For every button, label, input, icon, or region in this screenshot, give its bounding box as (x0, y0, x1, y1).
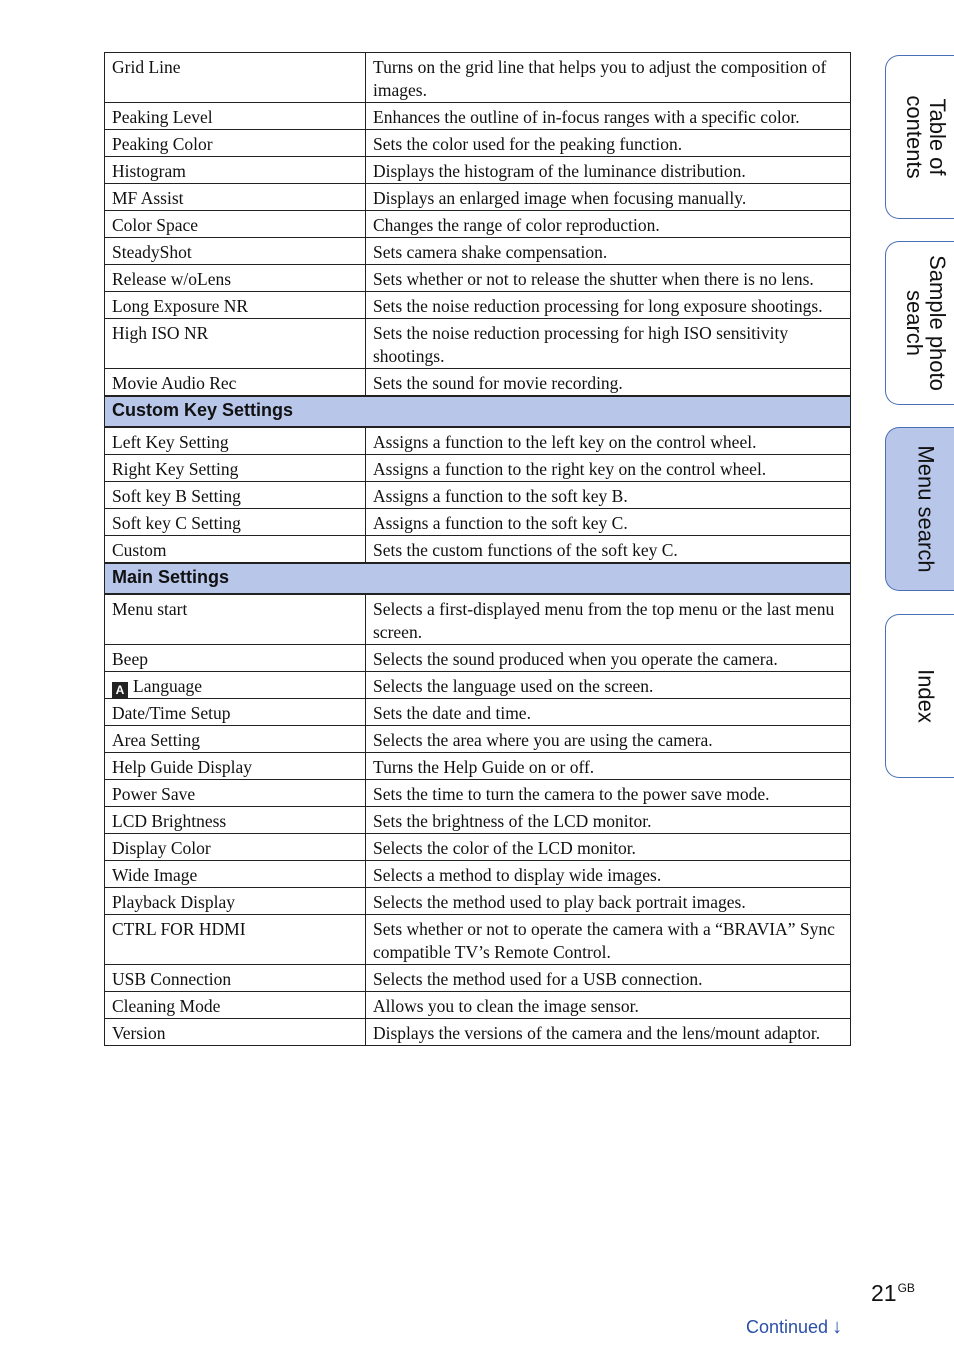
tab-label: Sample photo search (901, 255, 950, 391)
table-row (105, 482, 851, 509)
language-icon: A (112, 682, 128, 698)
table-row (105, 157, 851, 184)
tab-label: Menu search (913, 445, 938, 573)
setting-description: Sets the date and time. (366, 699, 851, 726)
table-row (105, 807, 851, 834)
table-row (105, 888, 851, 915)
table-row (105, 834, 851, 861)
setting-name (105, 184, 366, 211)
page-number-value: 21 (871, 1280, 897, 1306)
setting-name-text: Long Exposure NR (112, 296, 249, 316)
setting-name-text: Playback Display (112, 892, 235, 912)
setting-name (105, 861, 366, 888)
table-row (105, 780, 851, 807)
setting-name (105, 594, 366, 645)
setting-name-text: Soft key B Setting (112, 486, 241, 506)
setting-name (105, 992, 366, 1019)
setting-description: Sets the custom functions of the soft key C. (366, 536, 851, 564)
setting-name (105, 834, 366, 861)
setting-description: Assigns a function to the right key on the control wheel. (366, 455, 851, 482)
page-number (871, 1280, 915, 1307)
tab-label: Index (913, 669, 938, 723)
table-row (105, 536, 851, 564)
setting-name-text: Movie Audio Rec (112, 373, 237, 393)
settings-table (104, 52, 851, 1046)
setting-name (105, 915, 366, 965)
setting-name (105, 211, 366, 238)
setting-description: Selects the sound produced when you operate the camera. (366, 645, 851, 672)
table-row (105, 1019, 851, 1046)
setting-description: Turns the Help Guide on or off. (366, 753, 851, 780)
table-row (105, 965, 851, 992)
table-row (105, 455, 851, 482)
setting-name-text: Left Key Setting (112, 432, 229, 452)
setting-name (105, 292, 366, 319)
setting-description: Selects the method used for a USB connection. (366, 965, 851, 992)
setting-name-text: Peaking Level (112, 107, 213, 127)
table-row (105, 594, 851, 645)
setting-name (105, 53, 366, 103)
setting-description: Displays the versions of the camera and the lens/mount adaptor. (366, 1019, 851, 1046)
table-row (105, 726, 851, 753)
page-number-suffix: GB (897, 1281, 915, 1296)
table-row (105, 184, 851, 211)
table-row (105, 319, 851, 369)
setting-description: Sets whether or not to operate the camera with a “BRAVIA” Sync compatible TV’s Remote Control. (366, 915, 851, 965)
setting-name-text: CTRL FOR HDMI (112, 919, 246, 939)
table-row (105, 103, 851, 130)
setting-name-text: Grid Line (112, 57, 181, 77)
setting-name (105, 1019, 366, 1046)
continued-label: Continued (746, 1317, 829, 1337)
setting-name (105, 509, 366, 536)
tab-menu-search[interactable] (885, 427, 954, 591)
setting-name (105, 888, 366, 915)
setting-name-text: SteadyShot (112, 242, 192, 262)
setting-description: Sets whether or not to release the shutter when there is no lens. (366, 265, 851, 292)
setting-name-text: Release w/oLens (112, 269, 232, 289)
setting-description: Sets the noise reduction processing for high ISO sensitivity shootings. (366, 319, 851, 369)
setting-description: Selects the language used on the screen. (366, 672, 851, 699)
setting-description: Sets the noise reduction processing for long exposure shootings. (366, 292, 851, 319)
setting-name (105, 965, 366, 992)
setting-name-text: Area Setting (112, 730, 200, 750)
table-row (105, 211, 851, 238)
setting-description: Selects a first-displayed menu from the top menu or the last menu screen. (366, 594, 851, 645)
setting-description: Assigns a function to the soft key B. (366, 482, 851, 509)
table-row (105, 699, 851, 726)
setting-name (105, 780, 366, 807)
setting-name (105, 130, 366, 157)
setting-name-text: Custom (112, 540, 167, 560)
continued-link[interactable] (746, 1316, 842, 1339)
settings-table-body (105, 53, 851, 1046)
setting-description: Selects a method to display wide images. (366, 861, 851, 888)
setting-description: Sets the brightness of the LCD monitor. (366, 807, 851, 834)
setting-description: Selects the method used to play back portrait images. (366, 888, 851, 915)
tab-sample-photo-search[interactable] (885, 241, 954, 405)
table-row (105, 369, 851, 397)
setting-name (105, 265, 366, 292)
setting-name (105, 319, 366, 369)
tab-label: Table of contents (901, 95, 950, 179)
setting-description: Assigns a function to the left key on the control wheel. (366, 427, 851, 455)
tab-index[interactable] (885, 614, 954, 778)
setting-name-text: Peaking Color (112, 134, 213, 154)
setting-description: Enhances the outline of in-focus ranges with a specific color. (366, 103, 851, 130)
table-row (105, 992, 851, 1019)
setting-name-text: Cleaning Mode (112, 996, 221, 1016)
setting-description: Displays the histogram of the luminance distribution. (366, 157, 851, 184)
setting-name (105, 369, 366, 397)
setting-name (105, 455, 366, 482)
setting-description: Selects the color of the LCD monitor. (366, 834, 851, 861)
setting-name (105, 645, 366, 672)
setting-description: Sets the color used for the peaking function. (366, 130, 851, 157)
section-title: Custom Key Settings (105, 396, 851, 427)
section-header-custom-key-settings (105, 396, 851, 427)
setting-name-text: High ISO NR (112, 323, 209, 343)
setting-name-text: Menu start (112, 599, 188, 619)
setting-description: Changes the range of color reproduction. (366, 211, 851, 238)
section-header-main-settings (105, 563, 851, 594)
table-row (105, 753, 851, 780)
table-row (105, 915, 851, 965)
setting-name-text: Display Color (112, 838, 211, 858)
table-row (105, 672, 851, 699)
setting-description: Selects the area where you are using the camera. (366, 726, 851, 753)
section-title: Main Settings (105, 563, 851, 594)
table-row (105, 265, 851, 292)
setting-name-text: Help Guide Display (112, 757, 252, 777)
setting-name-text: Histogram (112, 161, 186, 181)
table-row (105, 53, 851, 103)
setting-name (105, 238, 366, 265)
setting-description: Assigns a function to the soft key C. (366, 509, 851, 536)
setting-name (105, 726, 366, 753)
setting-name (105, 482, 366, 509)
table-row (105, 130, 851, 157)
setting-name-text: Version (112, 1023, 166, 1043)
table-row (105, 427, 851, 455)
setting-name (105, 536, 366, 564)
table-row (105, 645, 851, 672)
setting-name (105, 103, 366, 130)
setting-name-text: Beep (112, 649, 148, 669)
setting-name-text: Color Space (112, 215, 199, 235)
setting-description: Displays an enlarged image when focusing manually. (366, 184, 851, 211)
table-row (105, 238, 851, 265)
setting-name (105, 157, 366, 184)
table-row (105, 292, 851, 319)
table-row (105, 861, 851, 888)
setting-name-text: MF Assist (112, 188, 184, 208)
setting-name-text: Date/Time Setup (112, 703, 231, 723)
setting-name-text: LCD Brightness (112, 811, 227, 831)
tab-table-of-contents[interactable] (885, 55, 954, 219)
setting-name-text: Power Save (112, 784, 196, 804)
down-arrow-icon: ↓ (832, 1316, 843, 1338)
setting-description: Sets camera shake compensation. (366, 238, 851, 265)
setting-name-text: Right Key Setting (112, 459, 239, 479)
setting-name (105, 699, 366, 726)
setting-description: Allows you to clean the image sensor. (366, 992, 851, 1019)
setting-description: Turns on the grid line that helps you to adjust the composition of images. (366, 53, 851, 103)
setting-name-text: USB Connection (112, 969, 232, 989)
setting-name (105, 753, 366, 780)
setting-name-text: Wide Image (112, 865, 198, 885)
setting-description: Sets the time to turn the camera to the power save mode. (366, 780, 851, 807)
table-row (105, 509, 851, 536)
setting-name (105, 427, 366, 455)
setting-name-text: Soft key C Setting (112, 513, 241, 533)
setting-description: Sets the sound for movie recording. (366, 369, 851, 397)
setting-name (105, 672, 366, 699)
setting-name (105, 807, 366, 834)
setting-name-text: Language (133, 676, 202, 696)
